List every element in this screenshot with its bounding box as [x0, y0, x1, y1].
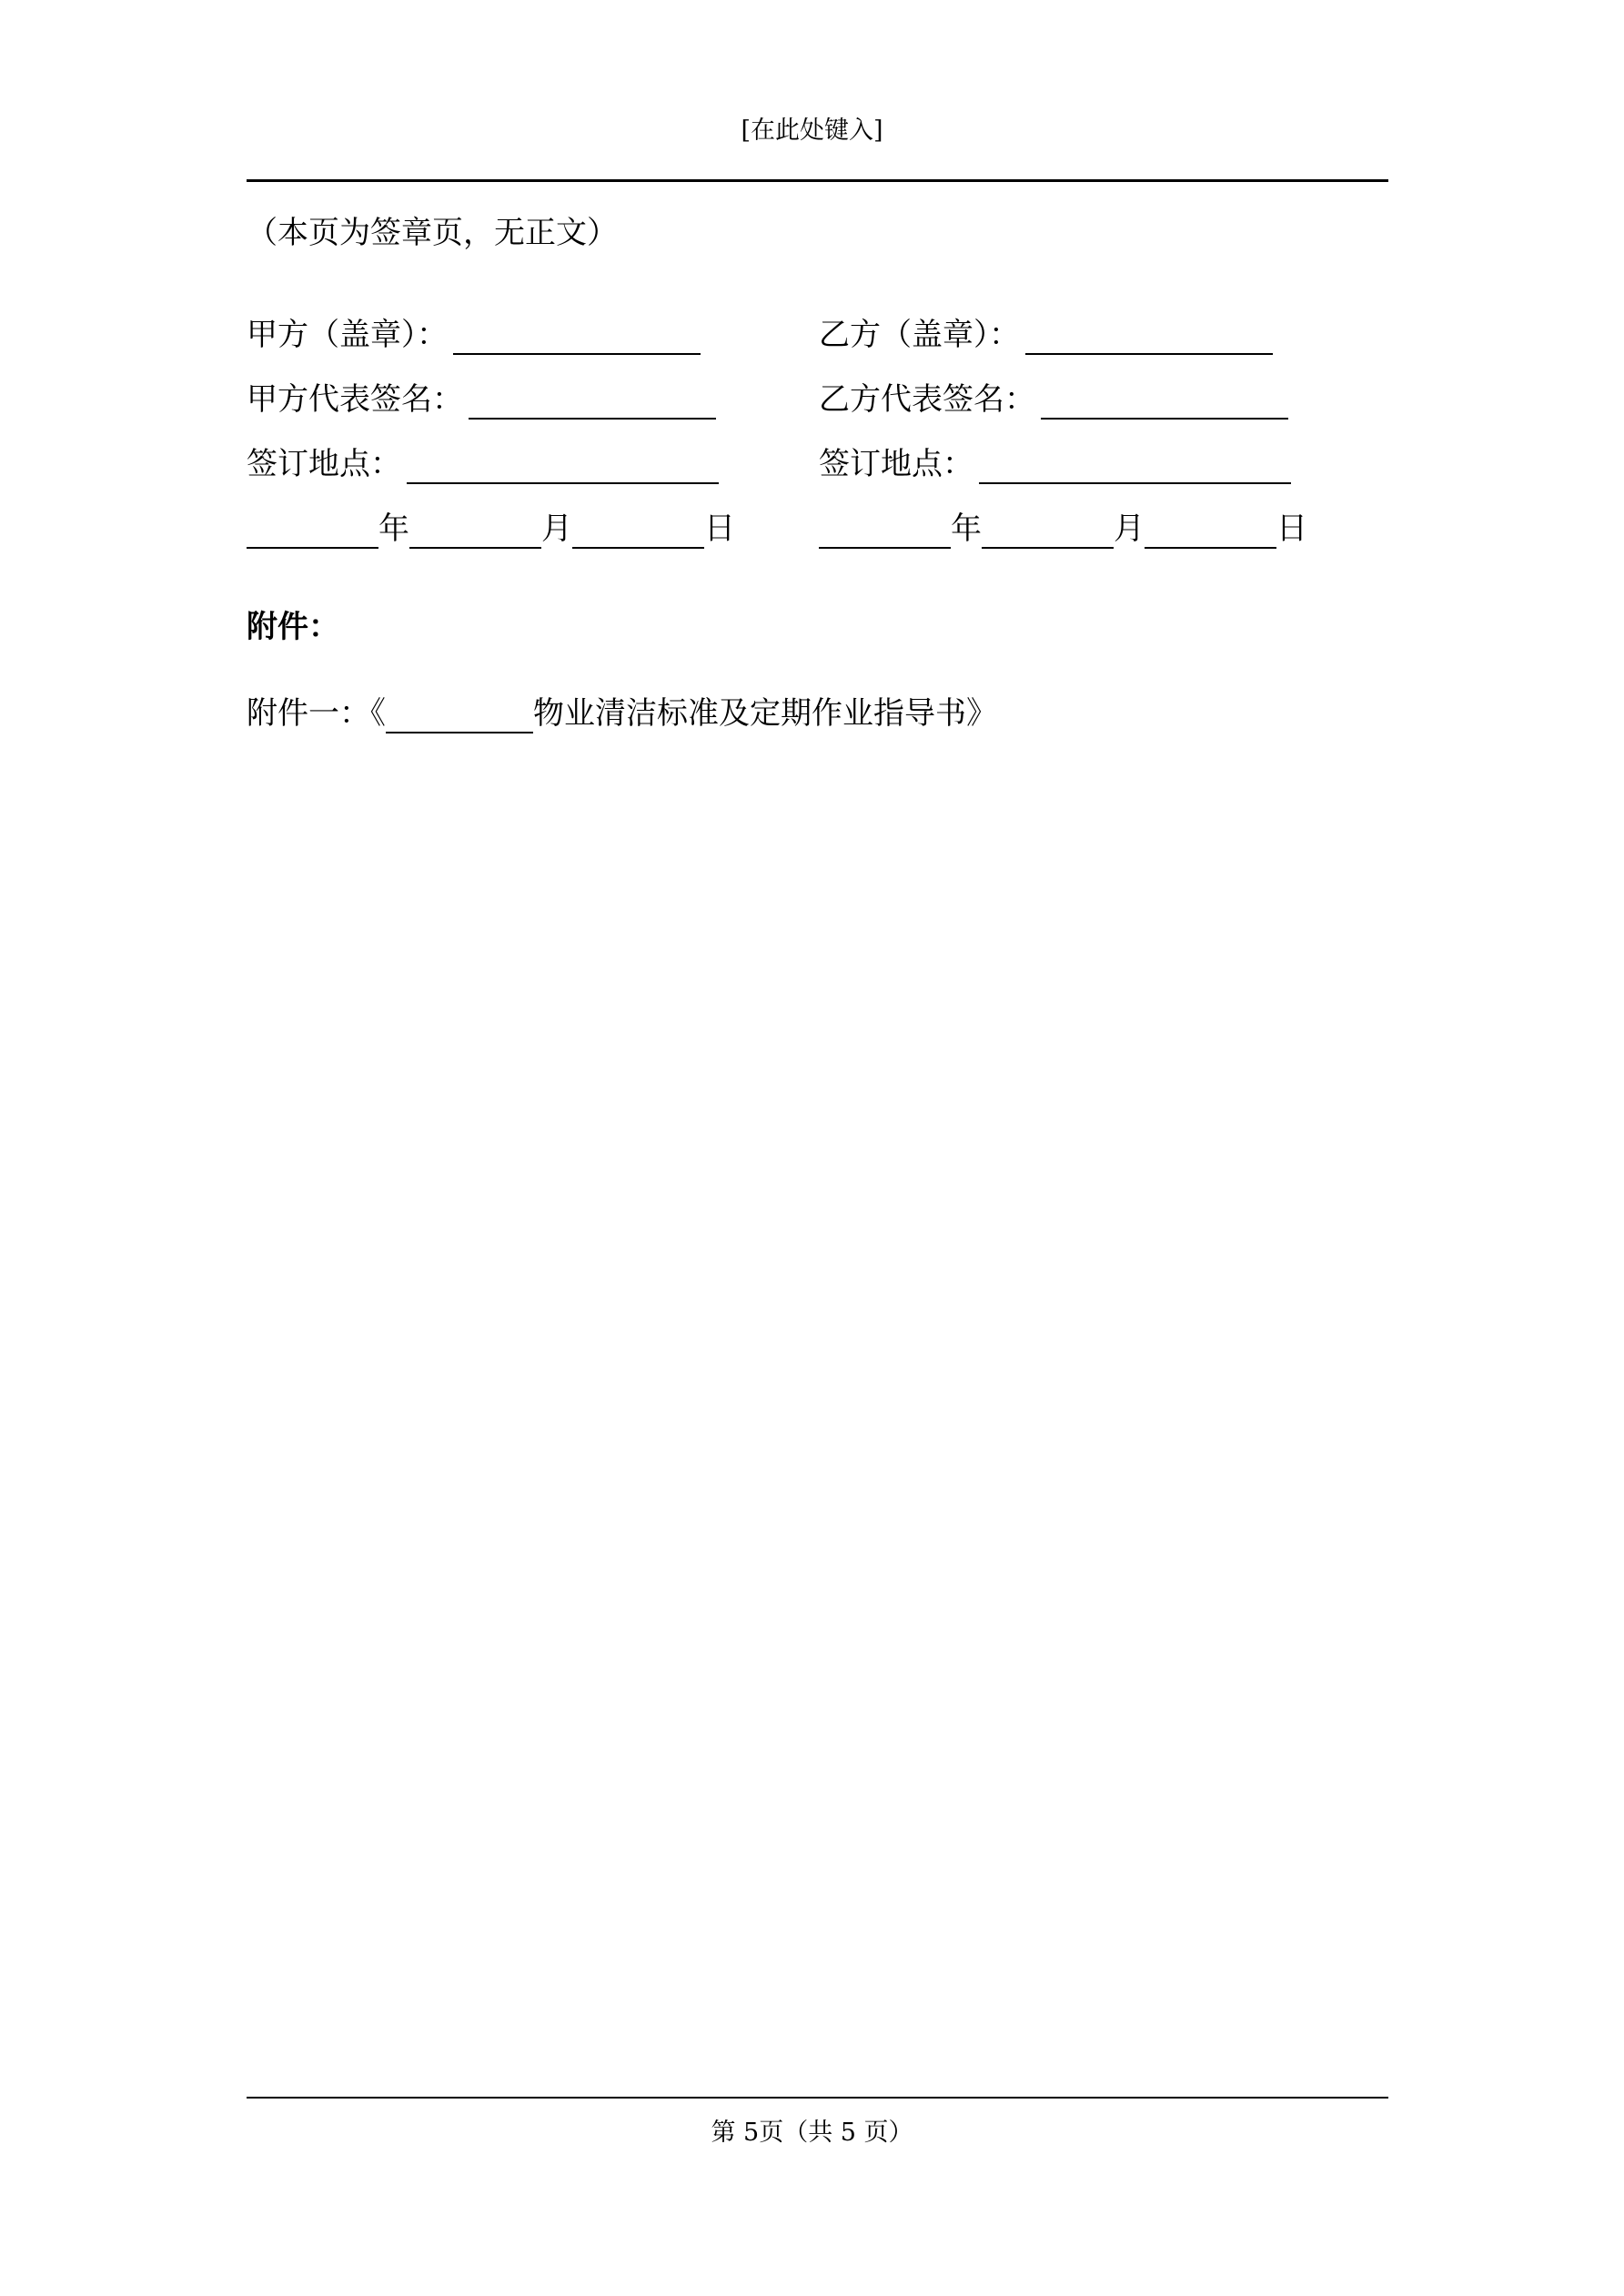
party-b-month-label: 月: [1114, 511, 1145, 547]
party-a-seal-label: 甲方（盖章）：: [247, 317, 448, 353]
party-b-place-row: [819, 444, 1291, 484]
party-a-place-row: [247, 444, 719, 484]
party-b-seal-label: 乙方（盖章）：: [819, 317, 1020, 353]
party-b-year-blank[interactable]: [819, 514, 951, 549]
party-b-date-row: [819, 509, 1307, 549]
party-a-rep-label: 甲方代表签名：: [247, 381, 463, 418]
attachment-1-prefix: 附件一：《: [247, 695, 386, 732]
party-b-day-label: 日: [1276, 511, 1307, 547]
signature-page-notice: （本页为签章页，无正文）: [247, 215, 618, 251]
attachment-item-1: [247, 693, 997, 733]
party-a-date-row: [247, 509, 735, 549]
party-a-place-label: 签订地点：: [247, 446, 401, 482]
party-b-month-blank[interactable]: [982, 514, 1114, 549]
party-a-month-blank[interactable]: [409, 514, 541, 549]
party-a-day-label: 日: [704, 511, 735, 547]
party-b-seal-row: [819, 315, 1273, 355]
footer-divider: [247, 2097, 1388, 2099]
party-a-seal-blank[interactable]: [453, 320, 701, 355]
attachment-1-title: 物业清洁标准及定期作业指导书》: [533, 695, 997, 732]
header-divider: [247, 179, 1388, 182]
party-a-rep-blank[interactable]: [469, 385, 716, 420]
party-b-rep-row: [819, 379, 1288, 420]
party-b-rep-label: 乙方代表签名：: [819, 381, 1035, 418]
attachments-heading: 附件：: [247, 609, 339, 645]
party-b-rep-blank[interactable]: [1041, 385, 1288, 420]
party-b-day-blank[interactable]: [1145, 514, 1276, 549]
party-b-place-blank[interactable]: [979, 450, 1291, 484]
party-a-place-blank[interactable]: [407, 450, 719, 484]
party-b-seal-blank[interactable]: [1025, 320, 1273, 355]
party-a-seal-row: [247, 315, 701, 355]
party-a-rep-row: [247, 379, 716, 420]
party-a-year-label: 年: [378, 511, 409, 547]
page-footer: 第 5页（共 5 页）: [711, 2119, 913, 2147]
party-a-year-blank[interactable]: [247, 514, 378, 549]
party-a-day-blank[interactable]: [572, 514, 704, 549]
attachment-1-blank[interactable]: [386, 699, 533, 733]
party-b-year-label: 年: [951, 511, 982, 547]
page-header: [在此处键入]: [741, 116, 883, 145]
party-a-month-label: 月: [541, 511, 572, 547]
party-b-place-label: 签订地点：: [819, 446, 973, 482]
